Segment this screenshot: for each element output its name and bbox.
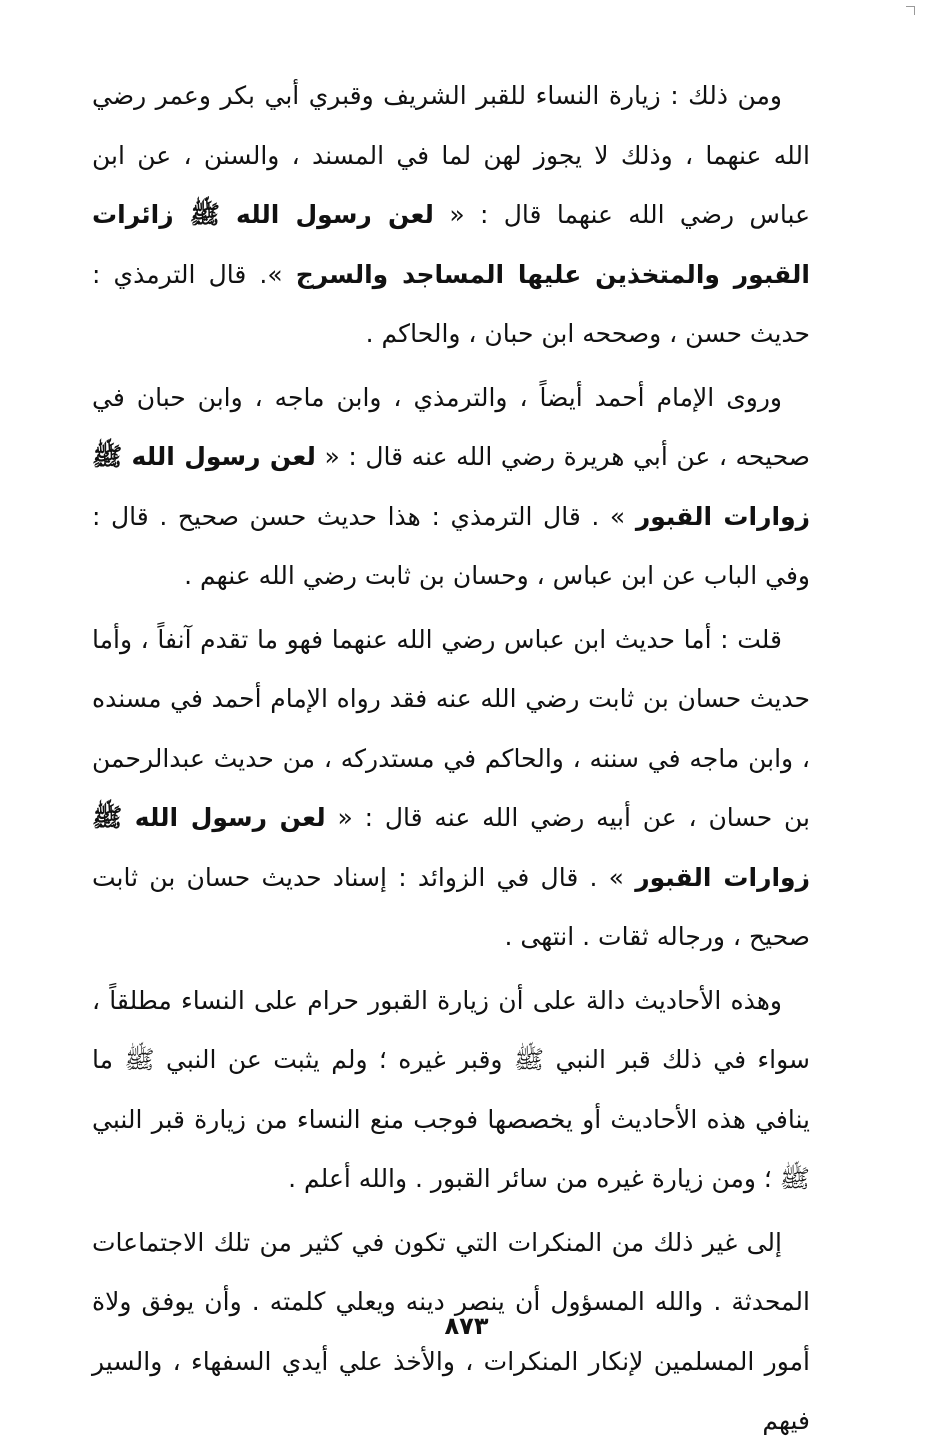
paragraph-3-text: قلت : أما حديث ابن عباس رضي الله عنهما فهو ما تقدم آنفاً ، وأما حديث حسان بن ثابت رضي الله عنه فقد رواه الإمام أحمد في مسنده ، وابن ماجه في سننه ، والحاكم في مستدركه ، من حديث عبدالرحمن بن حسان ، عن أبيه رضي الله عنه قال : « bbox=[92, 624, 810, 832]
paragraph-4-text: وهذه الأحاديث دالة على أن زيارة القبور حرام على النساء مطلقاً ، سواء في ذلك قبر النبي ﷺ وقبر غيره ؛ ولم يثبت عن النبي ﷺ ما ينافي هذه الأحاديث أو يخصصها فوجب منع النساء من زيارة قبر النبي ﷺ ؛ ومن زيارة غيره من سائر القبور . والله أعلم . bbox=[92, 985, 810, 1193]
paragraph-2-text-end: » . قال الترمذي : هذا حديث حسن صحيح . قال : وفي الباب عن ابن عباس ، وحسان بن ثابت رضي الله عنهم . bbox=[92, 501, 810, 590]
paragraph-2-text: وروى الإمام أحمد أيضاً ، والترمذي ، وابن ماجه ، وابن حبان في صحيحه ، عن أبي هريرة رضي الله عنه قال : « bbox=[92, 382, 810, 471]
paragraph-4 bbox=[92, 971, 810, 1209]
paragraph-3 bbox=[92, 610, 810, 967]
body-text bbox=[92, 66, 810, 1451]
paragraph-3-text-end: » . قال في الزوائد : إسناد حديث حسان بن ثابت صحيح ، ورجاله ثقات . انتهى . bbox=[92, 862, 810, 951]
hadith-quote-2: لعن رسول الله ﷺ زوارات القبور bbox=[92, 442, 811, 531]
paragraph-2 bbox=[92, 368, 810, 606]
paragraph-1-text: ومن ذلك : زيارة النساء للقبر الشريف وقبري أبي بكر وعمر رضي الله عنهما ، وذلك لا يجوز لهن لما في المسند ، والسنن ، عن ابن عباس رضي الله عنهما قال : « bbox=[92, 81, 810, 229]
page-number: ٨٧٣ bbox=[444, 1312, 489, 1340]
paragraph-1 bbox=[92, 66, 810, 364]
hadith-quote-3: لعن رسول الله ﷺ زوارات القبور bbox=[92, 803, 810, 892]
paragraph-5-text: إلى غير ذلك من المنكرات التي تكون في كثير من تلك الاجتماعات المحدثة . والله المسؤول أن ينصر دينه ويعلي كلمته . وأن يوفق ولاة أمور المسلمين لإنكار المنكرات ، والأخذ علي أيدي السفهاء ، والسير فيهم bbox=[92, 1227, 810, 1435]
hadith-quote-1: لعن رسول الله ﷺ زائرات القبور والمتخذين عليها المساجد والسرج bbox=[92, 200, 810, 289]
scan-corner-mark bbox=[906, 6, 915, 15]
paragraph-1-text-end: ». قال الترمذي : حديث حسن ، وصححه ابن حبان ، والحاكم . bbox=[92, 259, 810, 348]
